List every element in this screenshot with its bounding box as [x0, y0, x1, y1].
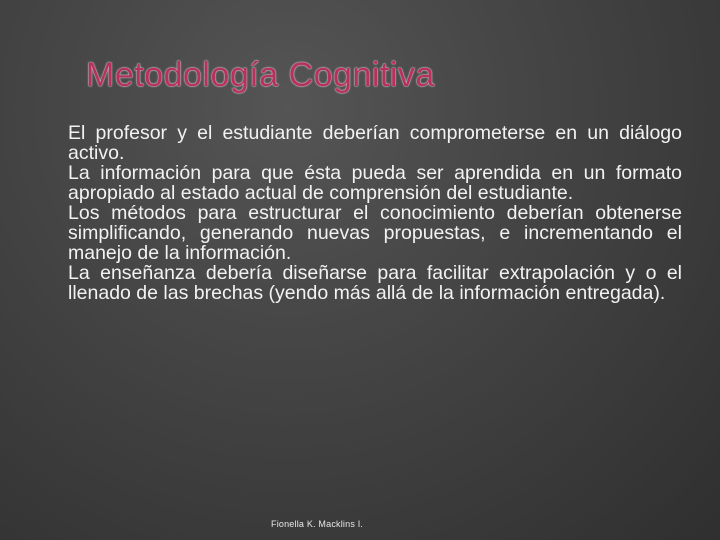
footer-author: Fionella K. Macklins I. [271, 519, 364, 529]
bullet-text: El profesor y el estudiante deberían comprometerse en un diálogo activo. [68, 122, 682, 164]
bullet-item [28, 163, 682, 203]
bullet-item [28, 203, 682, 263]
bullet-text: Los métodos para estructurar el conocimiento deberían obtenerse simplificando, generando nuevas propuestas, e incrementando el manejo de la información. [68, 202, 682, 264]
bullet-text: La enseñanza debería diseñarse para facilitar extrapolación y o el llenado de las brechas (yendo más allá de la información entregada). [68, 262, 682, 304]
bullet-item [28, 123, 682, 163]
bullet-list [28, 123, 682, 303]
bullet-item [28, 263, 682, 303]
bullet-text: La información para que ésta pueda ser aprendida en un formato apropiado al estado actual de comprensión del estudiante. [68, 162, 682, 204]
slide-title: Metodología Cognitiva [86, 56, 435, 94]
